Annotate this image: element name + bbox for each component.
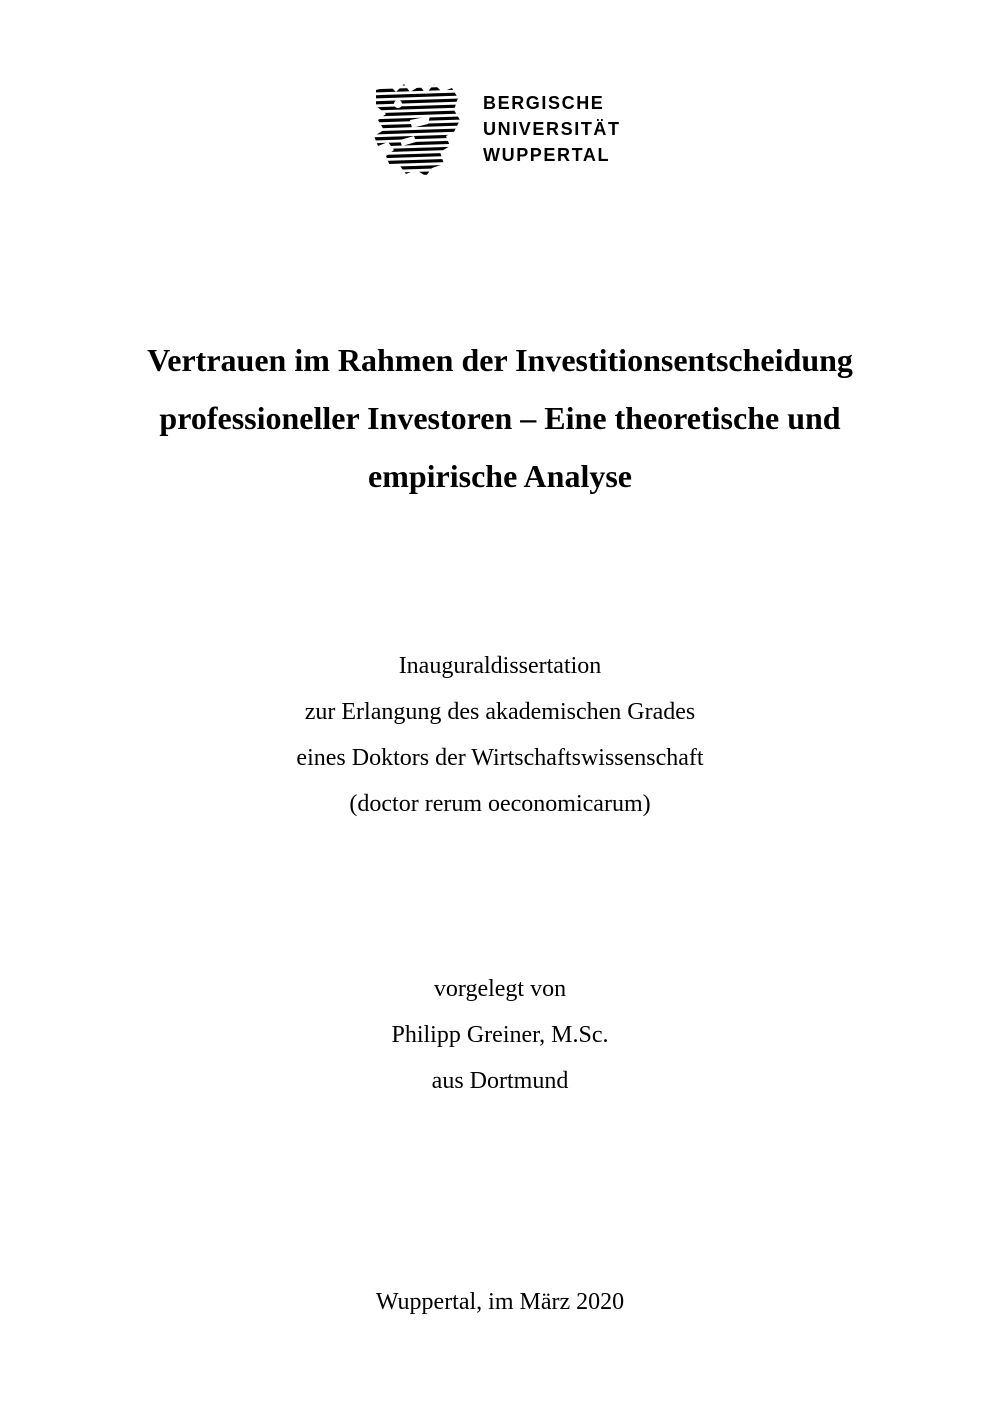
author-block (100, 966, 900, 1104)
author-origin: aus Dortmund (431, 1068, 569, 1094)
logo-line-3: WUPPERTAL (483, 145, 611, 165)
dissertation-title (60, 331, 940, 505)
university-name (483, 90, 621, 168)
place-date: Wuppertal, im März 2020 (375, 1289, 625, 1315)
dissertation-line-4: (doctor rerum oeconomicarum) (349, 791, 651, 817)
title-line-2: professioneller Investoren – Eine theoretische und (159, 400, 841, 436)
author-name: Philipp Greiner, M.Sc. (391, 1022, 609, 1048)
dissertation-line-2: zur Erlangung des akademischen Grades (304, 699, 696, 725)
logo-line-2: UNIVERSITÄT (483, 119, 621, 139)
dissertation-line-1: Inauguraldissertation (398, 653, 602, 679)
university-logo (370, 80, 640, 180)
dissertation-line-3: eines Doktors der Wirtschaftswissenschaft (296, 745, 704, 771)
logo-line-1: BERGISCHE (483, 93, 605, 113)
title-line-1: Vertrauen im Rahmen der Investitionsentscheidung (147, 342, 853, 378)
dissertation-statement (100, 643, 900, 827)
bergische-lion-icon (370, 80, 462, 176)
title-line-3: empirische Analyse (368, 458, 632, 494)
submitted-by: vorgelegt von (433, 976, 567, 1002)
